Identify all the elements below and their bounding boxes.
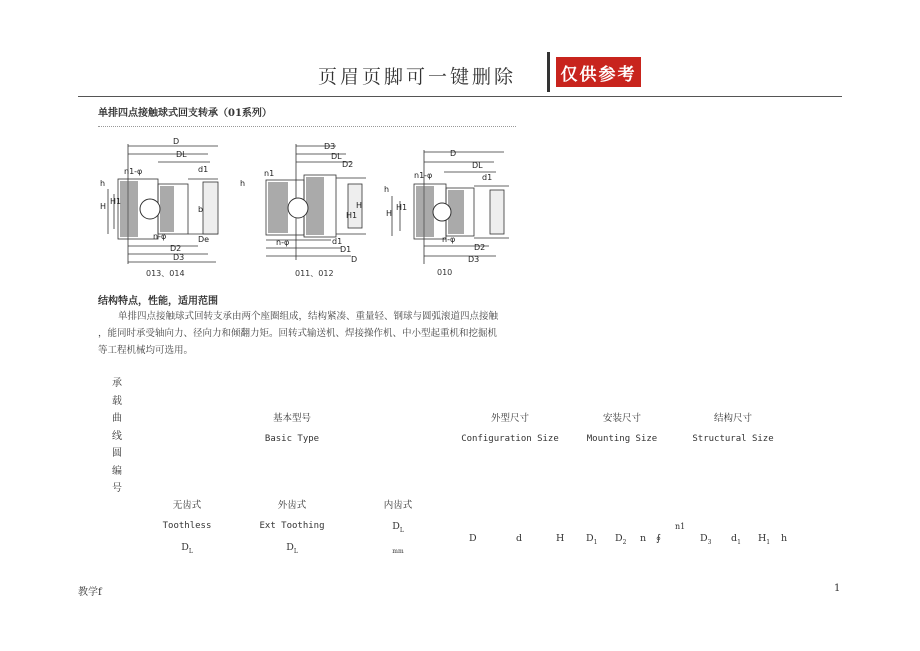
vertical-label xyxy=(111,375,123,498)
header-cn: 基本型号 xyxy=(272,413,311,424)
bearing-drawing-010 xyxy=(384,146,514,268)
fig1-label-h: h xyxy=(100,179,106,188)
fig3-label-D3: D3 xyxy=(468,255,480,264)
fig3-label-H1: H1 xyxy=(396,203,408,212)
sym-H: H xyxy=(556,533,565,544)
sym-phi: ∮ xyxy=(656,533,661,544)
paragraph-line: ，能同时承受轴向力、径向力和倾翻力矩。回转式输送机、焊接操作机、中小型起重机和挖掘机 xyxy=(98,328,498,339)
fig1-label-n1phi: n1-φ xyxy=(124,167,143,176)
sym-H1: $H_1$ xyxy=(758,533,771,546)
fig2-label-DL: DL xyxy=(331,152,342,161)
fig2-label-d1: d1 xyxy=(332,237,343,246)
vchar: 曲 xyxy=(112,413,122,424)
vchar: 线 xyxy=(112,430,122,442)
fig2-label-h: h xyxy=(240,179,246,188)
subheader-int-toothing xyxy=(368,495,428,562)
fig1-label-nphi: n-φ xyxy=(153,232,167,241)
bearing-drawing-011-012 xyxy=(236,140,371,268)
header-en: Structural Size xyxy=(692,434,774,444)
fig2-caption: 011、012 xyxy=(295,269,334,278)
subheader-sub: L xyxy=(188,547,193,555)
header-cn: 安装尺寸 xyxy=(602,413,641,424)
fig1-label-d1: d1 xyxy=(198,165,209,174)
fig2-label-D1: D1 xyxy=(340,245,352,254)
fig1-label-D2: D2 xyxy=(170,244,182,253)
fig1-label-H1: H1 xyxy=(110,197,122,206)
fig3-caption: 010 xyxy=(437,268,453,277)
footer-left: 教学f xyxy=(78,587,102,598)
section-paragraph xyxy=(98,308,520,359)
sym-h: h xyxy=(781,533,788,544)
sym-n: n xyxy=(640,533,647,544)
header-divider xyxy=(547,52,550,92)
reference-stamp: 仅供参考 xyxy=(556,57,641,87)
fig1-caption: 013、014 xyxy=(146,269,185,278)
fig1-label-D3: D3 xyxy=(173,253,185,262)
paragraph-line: 等工程机械均可选用。 xyxy=(98,345,194,356)
fig2-label-D: D xyxy=(351,255,358,264)
fig3-label-D: D xyxy=(450,149,457,158)
subheader-sym: D xyxy=(181,542,189,553)
fig3-label-n1phi: n1-φ xyxy=(414,171,433,180)
vchar: 载 xyxy=(112,395,122,407)
vchar: 承 xyxy=(112,378,122,389)
subheader-cn: 外齿式 xyxy=(277,500,307,511)
document-subtitle: 单排四点接触球式回支转承（01系列） xyxy=(98,108,272,119)
fig3-label-d1: d1 xyxy=(482,173,493,182)
fig3-label-D2: D2 xyxy=(474,243,486,252)
header-cn: 结构尺寸 xyxy=(713,413,752,424)
subheader-en: Toothless xyxy=(162,521,212,531)
sym-D1: $D_1$ xyxy=(586,533,598,546)
subheader-unit: mm xyxy=(392,547,404,555)
fig2-label-H: H xyxy=(356,201,363,210)
subheader-cn: 无齿式 xyxy=(172,500,202,511)
page-number: 1 xyxy=(834,583,841,594)
header-mounting-size xyxy=(582,408,662,450)
sym-D: D xyxy=(469,533,477,544)
vchar: 号 xyxy=(112,483,122,494)
fig3-label-DL: DL xyxy=(472,161,483,170)
subheader-en: Ext Toothing xyxy=(259,521,325,531)
header-en: Basic Type xyxy=(264,434,320,444)
subheader-ext-toothing xyxy=(252,495,332,562)
fig2-label-D2: D2 xyxy=(342,160,354,169)
fig2-label-H1: H1 xyxy=(346,211,358,220)
sym-d: d xyxy=(516,533,523,544)
header-en: Configuration Size xyxy=(461,434,559,444)
subheader-cn: 内齿式 xyxy=(383,500,413,511)
fig1-label-De: De xyxy=(198,235,210,244)
fig2-label-nphi: n-φ xyxy=(276,238,290,247)
fig2-label-n1: n1 xyxy=(264,169,275,178)
section-heading: 结构特点，性能，适用范围 xyxy=(98,296,218,307)
fig1-label-D: D xyxy=(173,137,180,146)
fig3-label-nphi: n-φ xyxy=(442,235,456,244)
header-basic-type xyxy=(252,408,332,450)
fig1-label-b: b xyxy=(198,205,204,214)
dotted-separator xyxy=(98,126,516,127)
fig1-label-H: H xyxy=(100,202,107,211)
sym-D3: $D_3$ xyxy=(700,533,712,546)
fig3-label-h: h xyxy=(384,185,390,194)
header-title: 页眉页脚可一键删除 xyxy=(318,66,517,88)
subheader-toothless xyxy=(152,495,222,562)
sym-n1: n1 xyxy=(675,522,686,531)
subheader-sym: D xyxy=(286,542,294,553)
fig2-label-D3: D3 xyxy=(324,142,336,151)
vchar: 圆 xyxy=(112,448,122,459)
header-en: Mounting Size xyxy=(586,434,658,444)
subheader-sym: D xyxy=(392,521,400,532)
fig1-label-DL: DL xyxy=(176,150,187,159)
header-rule xyxy=(78,96,842,97)
subheader-sub: L xyxy=(399,526,404,534)
sym-D2: $D_2$ xyxy=(615,533,627,546)
header-cn: 外型尺寸 xyxy=(490,413,529,424)
fig3-label-H: H xyxy=(386,209,393,218)
header-configuration-size xyxy=(460,408,560,450)
subheader-sub: L xyxy=(293,547,298,555)
header-structural-size xyxy=(688,408,778,450)
bearing-drawing-013-014 xyxy=(98,134,228,270)
sym-d1: $d_1$ xyxy=(731,533,741,546)
vchar: 编 xyxy=(112,465,122,477)
paragraph-line: 单排四点接触球式回转支承由两个座圈组成，结构紧凑、重量轻、钢球与圆弧滚道四点接触 xyxy=(118,311,499,322)
